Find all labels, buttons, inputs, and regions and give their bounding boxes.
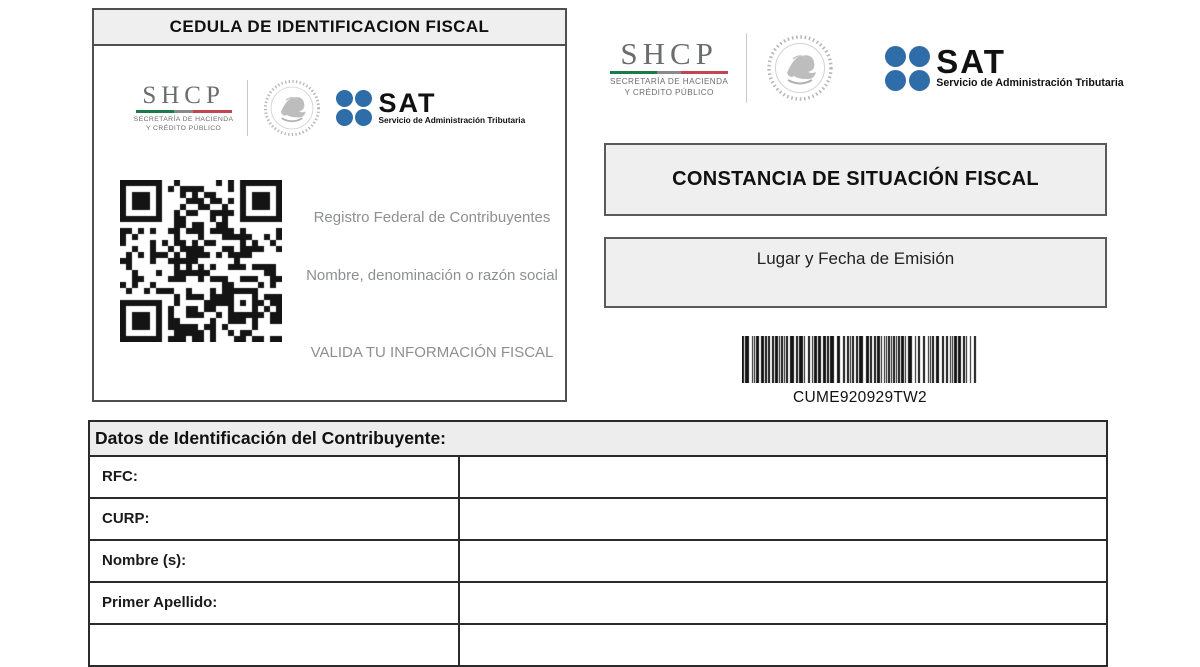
- shcp-acronym: SHCP: [620, 36, 718, 72]
- row-value-curp: [460, 499, 1106, 539]
- row-value-primer-apellido: [460, 583, 1106, 623]
- sat-acronym: SAT: [378, 87, 437, 118]
- barcode-value: CUME920929TW2: [793, 389, 927, 406]
- table-row: [90, 499, 1106, 541]
- label-valida-informacion: VALIDA TU INFORMACIÓN FISCAL: [310, 344, 554, 361]
- row-value-rfc: [460, 457, 1106, 497]
- table-row: [90, 541, 1106, 583]
- sat-logo: [336, 87, 526, 126]
- eagle-seal-icon: [262, 78, 322, 138]
- row-value-partial: [460, 625, 1106, 665]
- logo-divider: [746, 33, 747, 103]
- shcp-subtitle-line1: SECRETARÍA DE HACIENDA: [133, 116, 234, 124]
- shcp-acronym: SHCP: [142, 82, 225, 110]
- cedula-card: [92, 8, 567, 402]
- row-label-primer-apellido: Primer Apellido:: [90, 583, 460, 623]
- sat-circles-icon: [336, 90, 372, 126]
- qr-code: [120, 180, 282, 342]
- table-row: [90, 625, 1106, 665]
- table-row: [90, 583, 1106, 625]
- cedula-logo-row: [94, 58, 565, 158]
- cedula-card-title: CEDULA DE IDENTIFICACION FISCAL: [94, 10, 565, 46]
- shcp-subtitle-line2: Y CRÉDITO PÚBLICO: [145, 124, 222, 132]
- table-header: Datos de Identificación del Contribuyente:: [90, 422, 1106, 457]
- sat-subtitle: Servicio de Administración Tributaria: [378, 115, 526, 126]
- eagle-seal-icon: [765, 33, 835, 103]
- row-label-nombres: Nombre (s):: [90, 541, 460, 581]
- barcode-block: [742, 336, 978, 407]
- row-label-curp: CURP:: [90, 499, 460, 539]
- row-label-partial: [90, 625, 460, 665]
- shcp-logo: [134, 83, 234, 133]
- shcp-subtitle-line2: Y CRÉDITO PÚBLICO: [624, 87, 714, 97]
- shcp-subtitle-line1: SECRETARÍA DE HACIENDA: [610, 77, 729, 87]
- place-date-box: Lugar y Fecha de Emisión: [604, 237, 1107, 308]
- shcp-flag-line: [136, 110, 232, 113]
- label-nombre-razon-social: Nombre, denominación o razón social: [306, 267, 558, 284]
- document-title-box: CONSTANCIA DE SITUACIÓN FISCAL: [604, 143, 1107, 216]
- sat-subtitle: Servicio de Administración Tributaria: [936, 76, 1124, 89]
- shcp-logo: [610, 38, 728, 98]
- row-value-nombres: [460, 541, 1106, 581]
- row-label-rfc: RFC:: [90, 457, 460, 497]
- sat-circles-icon: [885, 46, 930, 91]
- sat-acronym: SAT: [936, 43, 1006, 81]
- shcp-flag-line: [610, 71, 728, 74]
- government-header: [600, 18, 1125, 118]
- barcode: [742, 336, 978, 383]
- table-row: [90, 457, 1106, 499]
- label-registro-federal: Registro Federal de Contribuyentes: [313, 209, 551, 226]
- sat-logo: [885, 43, 1124, 91]
- logo-divider: [247, 80, 248, 136]
